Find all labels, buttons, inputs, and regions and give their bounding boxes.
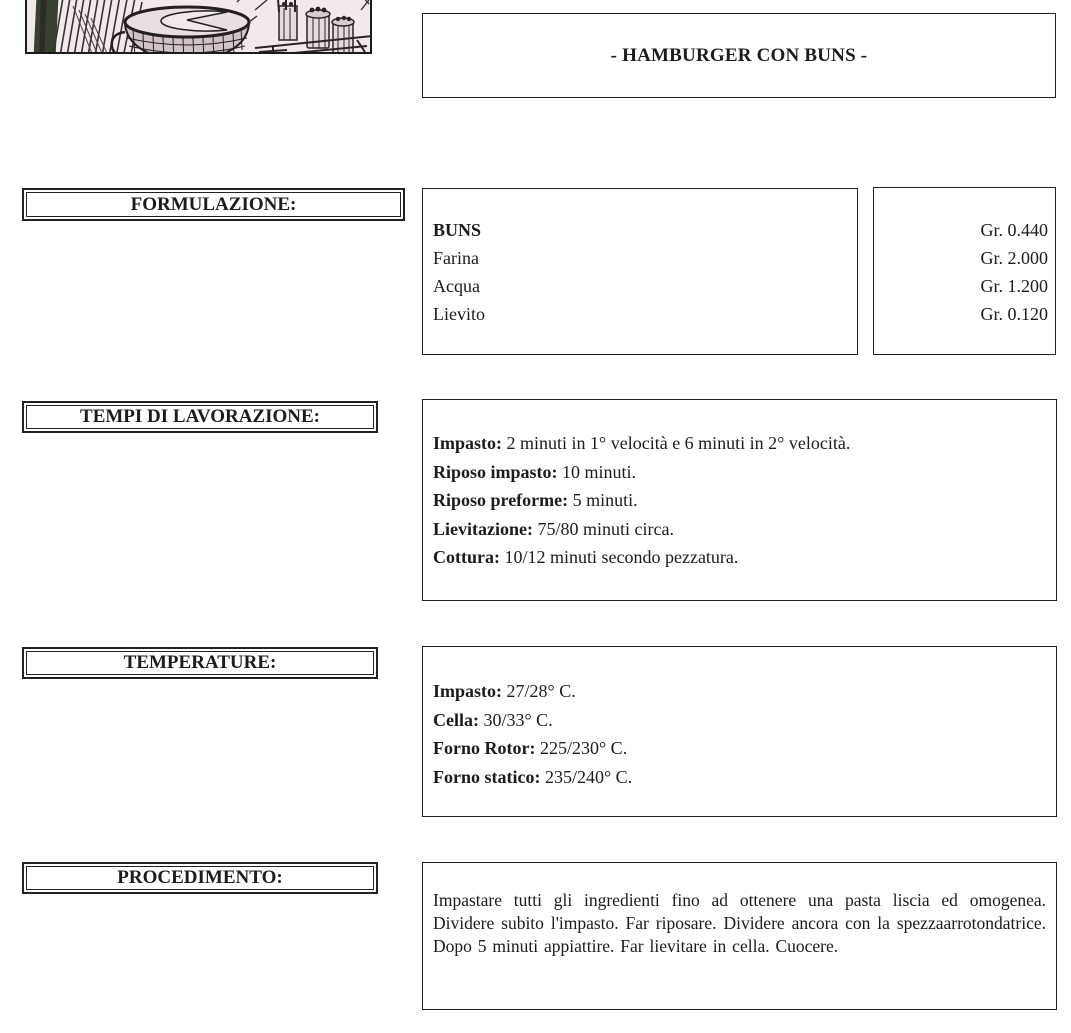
temperature-item (433, 677, 1046, 706)
item-key: Lievitazione: (433, 518, 533, 539)
item-key: Riposo impasto: (433, 461, 558, 482)
process-time-item (433, 486, 1046, 515)
section-label-tempi (22, 401, 378, 433)
amounts-box (873, 187, 1056, 355)
item-value: 5 minuti. (568, 490, 638, 510)
item-key: Cella: (433, 709, 479, 730)
ingredient-name: BUNS (433, 220, 482, 240)
bakery-etching-illustration (25, 0, 372, 54)
section-label-text: TEMPI DI LAVORAZIONE: (26, 405, 374, 429)
section-label-text: PROCEDIMENTO: (26, 866, 374, 890)
item-key: Cottura: (433, 547, 500, 567)
process-time-item (433, 429, 1046, 458)
section-label-procedimento (22, 862, 378, 894)
ingredient-amount: Gr. 0.440 (980, 220, 1048, 240)
item-value: 30/33° C. (478, 709, 553, 730)
tempi-box (422, 399, 1057, 601)
ingredient-amount: Gr. 0.120 (980, 304, 1048, 324)
process-time-item (433, 458, 1046, 487)
section-label-formulazione (22, 188, 405, 221)
item-key: Forno statico: (433, 766, 541, 787)
process-time-item (433, 515, 1046, 544)
page-title: - HAMBURGER CON BUNS - (610, 44, 868, 66)
temperature-item (433, 734, 1046, 763)
section-label-temperature (22, 647, 378, 679)
procedimento-box (422, 862, 1057, 1010)
item-value: 75/80 minuti circa. (532, 518, 674, 539)
temperature-box (422, 646, 1057, 817)
ingredient-name: Lievito (433, 304, 485, 324)
temperature-item (433, 763, 1046, 792)
procedure-text: Impastare tutti gli ingredienti fino ad ottenere una pasta liscia ed omogenea. Dividere subito l'impasto. Far riposare. Dividere ancora con la spezzaarrotondatrice. Dopo 5 minuti appiattire. Far lievitare in cella. Cuocere. (433, 890, 1046, 956)
temperature-item (433, 706, 1046, 735)
process-time-item (433, 543, 1046, 572)
ingredient-amount: Gr. 1.200 (980, 276, 1048, 296)
item-value: 235/240° C. (540, 766, 633, 787)
item-value: 27/28° C. (502, 681, 576, 701)
title-box (422, 13, 1056, 98)
section-label-text: FORMULAZIONE: (26, 192, 401, 217)
item-value: 10 minuti. (557, 461, 637, 482)
item-value: 10/12 minuti secondo pezzatura. (499, 547, 739, 567)
ingredient-name: Farina (433, 248, 479, 268)
ingredient-name: Acqua (433, 276, 480, 296)
item-key: Riposo preforme: (433, 490, 569, 510)
ingredients-box (422, 188, 858, 355)
item-value: 2 minuti in 1° velocità e 6 minuti in 2° velocità. (502, 433, 851, 453)
section-label-text: TEMPERATURE: (26, 651, 374, 675)
item-key: Forno Rotor: (433, 738, 536, 758)
item-key: Impasto: (433, 433, 503, 453)
item-value: 225/230° C. (535, 738, 628, 758)
item-key: Impasto: (433, 681, 503, 701)
etching-drawing-icon (27, 0, 370, 54)
ingredient-amount: Gr. 2.000 (980, 248, 1048, 268)
